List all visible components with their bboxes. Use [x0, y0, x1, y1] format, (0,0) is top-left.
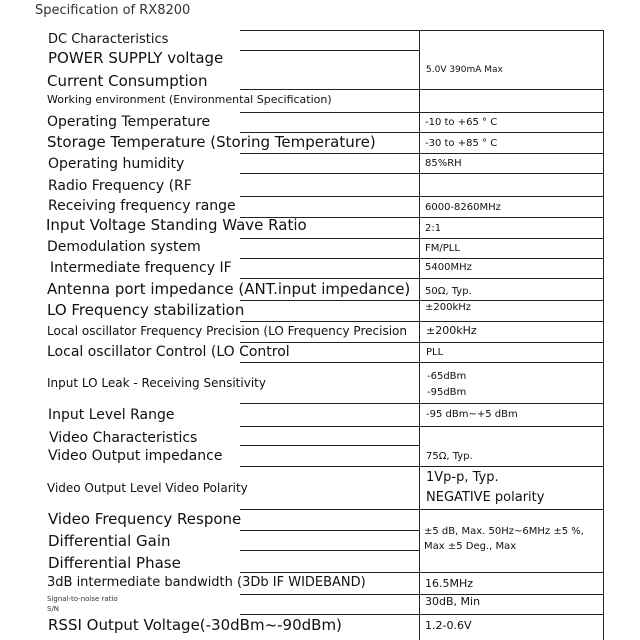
- row-rule: [240, 403, 604, 404]
- receiving-sensitivity-value: -95dBm: [427, 387, 467, 398]
- antenna-port-impedance-value: 50Ω, Typ.: [425, 286, 472, 297]
- rssi-output-voltage-value: 1.2-0.6V: [425, 619, 472, 632]
- power-supply-voltage-label: POWER SUPPLY voltage: [48, 49, 224, 67]
- input-level-range-value: -95 dBm~+5 dBm: [426, 409, 518, 420]
- row-rule: [240, 530, 419, 531]
- vswr-label: Input Voltage Standing Wave Ratio: [46, 216, 307, 234]
- row-rule: [240, 550, 419, 551]
- row-rule: [240, 258, 604, 259]
- lo-control-value: PLL: [426, 347, 444, 358]
- video-output-level-value: 1Vp-p, Typ.: [426, 470, 499, 485]
- row-rule: [240, 594, 604, 595]
- operating-humidity-label: Operating humidity: [48, 156, 185, 172]
- video-polarity-value: NEGATIVE polarity: [426, 490, 545, 505]
- operating-temperature-value: -10 to +65 ° C: [425, 117, 498, 128]
- row-rule: [240, 238, 604, 239]
- demodulation-system-value: FM/PLL: [425, 243, 460, 254]
- lo-leak-value: -65dBm: [427, 371, 467, 382]
- video-frequency-response-label: Video Frequency Respone: [48, 510, 242, 528]
- intermediate-frequency-value: 5400MHz: [425, 262, 472, 273]
- snr-label: Signal-to-noise ratio: [47, 595, 118, 603]
- dc-characteristics-heading: DC Characteristics: [48, 32, 169, 47]
- differential-phase-label: Differential Phase: [48, 554, 181, 572]
- receiving-frequency-range-label: Receiving frequency range: [48, 198, 236, 214]
- lo-frequency-precision-label: Local oscillator Frequency Precision (LO Frequency Precision: [47, 324, 407, 338]
- lo-control-label: Local oscillator Control (LO Control: [47, 344, 290, 360]
- lo-frequency-precision-value: ±200kHz: [426, 324, 477, 337]
- current-consumption-label: Current Consumption: [47, 72, 208, 90]
- row-rule: [240, 426, 604, 427]
- row-rule: [240, 89, 604, 90]
- storage-temperature-value: -30 to +85 ° C: [425, 138, 498, 149]
- differential-phase-value: Max ±5 Deg., Max: [424, 541, 517, 552]
- value-column-divider: [419, 30, 420, 640]
- row-rule: [240, 614, 604, 615]
- row-rule: [240, 321, 604, 322]
- row-rule: [240, 572, 604, 573]
- row-rule: [240, 445, 419, 446]
- power-current-value: 5.0V 390mA Max: [426, 65, 503, 75]
- lo-frequency-stabilization-label: LO Frequency stabilization: [47, 301, 245, 319]
- demodulation-system-label: Demodulation system: [47, 239, 201, 255]
- snr-abbr-label: S/N: [47, 605, 60, 613]
- table-right-border: [603, 30, 604, 640]
- operating-temperature-label: Operating Temperature: [47, 114, 211, 130]
- row-rule: [240, 362, 604, 363]
- input-level-range-label: Input Level Range: [48, 407, 175, 423]
- video-output-impedance-value: 75Ω, Typ.: [426, 451, 473, 462]
- video-output-impedance-label: Video Output impedance: [48, 448, 223, 464]
- working-environment-heading: Working environment (Environmental Specification): [47, 93, 332, 106]
- page-title: Specification of RX8200: [35, 3, 191, 18]
- rssi-output-voltage-label: RSSI Output Voltage(-30dBm~-90dBm): [48, 616, 342, 634]
- row-rule: [240, 466, 604, 467]
- vswr-value: 2:1: [425, 223, 442, 234]
- lo-leak-label: Input LO Leak - Receiving Sensitivity: [47, 376, 266, 390]
- receiving-frequency-range-value: 6000-8260MHz: [425, 202, 501, 213]
- video-frequency-response-value: ±5 dB, Max. 50Hz~6MHz ±5 %,: [424, 526, 584, 537]
- row-rule: [240, 112, 604, 113]
- row-rule: [240, 173, 604, 174]
- row-rule: [240, 196, 604, 197]
- row-rule: [240, 300, 604, 301]
- if-bandwidth-label: 3dB intermediate bandwidth (3Db IF WIDEBAND): [47, 575, 366, 590]
- video-characteristics-heading: Video Characteristics: [49, 430, 198, 446]
- snr-value: 30dB, Min: [425, 595, 481, 608]
- row-rule: [240, 509, 604, 510]
- row-rule: [240, 50, 419, 51]
- operating-humidity-value: 85%RH: [425, 158, 462, 169]
- lo-frequency-stabilization-value: ±200kHz: [425, 302, 472, 313]
- radio-frequency-heading: Radio Frequency (RF: [48, 178, 192, 194]
- video-output-level-label: Video Output Level Video Polarity: [47, 481, 248, 495]
- differential-gain-label: Differential Gain: [48, 532, 171, 550]
- row-rule: [240, 278, 604, 279]
- antenna-port-impedance-label: Antenna port impedance (ANT.input impedance): [47, 280, 411, 298]
- row-rule: [240, 153, 604, 154]
- if-bandwidth-value: 16.5MHz: [425, 577, 474, 590]
- row-rule: [240, 30, 604, 31]
- row-rule: [240, 342, 604, 343]
- intermediate-frequency-label: Intermediate frequency IF: [50, 260, 232, 276]
- storage-temperature-label: Storage Temperature (Storing Temperature): [47, 133, 376, 151]
